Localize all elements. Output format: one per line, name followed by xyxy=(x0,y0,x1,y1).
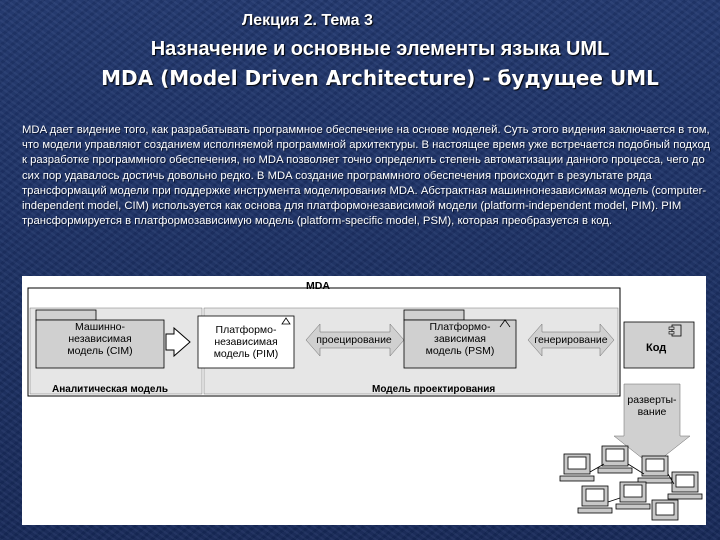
body-paragraph: MDA дает видение того, как разрабатывать программное обеспечение на основе моделей. Суть этого видения заключается в том, что модели управляют созданием исполняемой программной архитектуры. В настоящее время уже встречается подобный подход к разработке программного обеспечения, но MDA позволяет точно определить степень автоматизации данного процесса, чего до сих пор удавалось достичь довольно редко. В MDA создание программного обеспечения происходит в результате ряда трансформаций модели при поддержке инструмента моделирования MDA. Абстрактная машиннонезависимая модель (computer-independent model, CIM) используется как основа для платформонезависимой модели (platform-independent model, PIM). PIM трансформируется в платформозависимую модель (platform-specific model, PSM), которая преобразуется в код. xyxy=(22,124,711,228)
slide-title: Назначение и основные элементы языка UML xyxy=(150,38,610,60)
slide-subtitle: MDA (Model Driven Architecture) - будущее UML xyxy=(101,66,659,90)
psm-label xyxy=(404,321,516,357)
cim-line-1: Машинно- xyxy=(75,321,125,333)
mda-diagram-svg xyxy=(22,276,706,525)
cim-tab xyxy=(36,310,96,320)
analytic-model-label: Аналитическая модель xyxy=(52,384,168,395)
pim-line-1: Платформо- xyxy=(215,324,277,336)
cim-line-2: независимая xyxy=(68,333,132,345)
deploy-line-2: вание xyxy=(637,406,667,418)
lecture-label: Лекция 2. Тема 3 xyxy=(242,12,373,29)
cim-label xyxy=(36,321,164,357)
generation-label: генерирование xyxy=(534,334,608,346)
psm-line-3: модель (PSM) xyxy=(425,345,495,357)
code-label: Код xyxy=(646,342,667,354)
deploy-label xyxy=(622,394,682,418)
psm-tab xyxy=(404,310,464,320)
mda-frame-label: MDA xyxy=(306,280,330,292)
projection-label: проецирование xyxy=(316,334,392,346)
psm-line-2: зависимая xyxy=(434,333,486,345)
pim-label xyxy=(198,324,294,360)
deploy-line-1: разверты- xyxy=(627,394,677,406)
psm-line-1: Платформо- xyxy=(429,321,491,333)
pim-line-3: модель (PIM) xyxy=(213,348,279,360)
mda-diagram xyxy=(22,276,706,525)
computers-group xyxy=(560,446,702,520)
design-model-label: Модель проектирования xyxy=(372,384,496,395)
cim-line-3: модель (CIM) xyxy=(67,345,133,357)
pim-line-2: независимая xyxy=(214,336,278,348)
